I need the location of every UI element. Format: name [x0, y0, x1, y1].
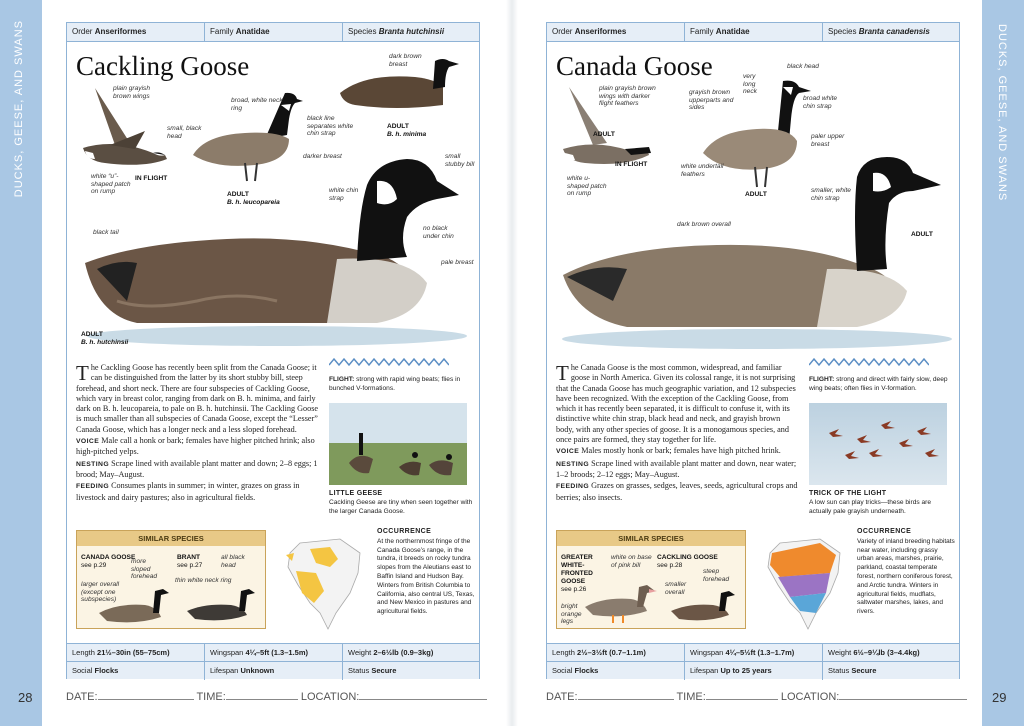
- location-label: LOCATION:: [780, 691, 840, 703]
- species-title: Cackling Goose: [76, 51, 250, 81]
- order-label: Order: [72, 27, 93, 36]
- annotation-undertail: white undertail feathers: [681, 163, 724, 178]
- similar-brant-icon: [185, 587, 263, 627]
- weight-label: Weight: [828, 648, 852, 657]
- similar-a-note: larger overall (except one subspecies): [81, 581, 120, 604]
- flock-photo: [809, 403, 947, 485]
- adult-text: ADULT: [227, 191, 249, 198]
- flight-heading: FLIGHT:: [809, 376, 835, 383]
- annotation-rump-patch: white u-shaped patch on rump: [567, 175, 607, 198]
- similar-heading: SIMILAR SPECIES: [557, 531, 745, 546]
- similar-goose-icon: [97, 587, 175, 627]
- similar-species-box: [556, 530, 746, 629]
- page-ref: see p.29: [81, 561, 107, 569]
- similar-a-note: bright orange legs: [561, 603, 582, 626]
- stats-table: [547, 643, 959, 679]
- description-text: [556, 363, 799, 504]
- stats-table: [67, 643, 479, 679]
- feeding-text: Consumes plants in summer; in winter, grazes on grass in livestock and dairy pastures; also in agricultural fields.: [76, 481, 300, 502]
- status-value: Secure: [851, 666, 877, 675]
- annotation-wings: plain grayish brown wings: [113, 85, 151, 100]
- annotation-black-line: black line separates white chin strap: [307, 115, 354, 138]
- annotation-no-black: no black under chin: [423, 225, 454, 240]
- taxonomy-bar: [547, 23, 959, 42]
- voice-heading: VOICE: [76, 438, 100, 446]
- label-in-flight: IN FLIGHT: [615, 161, 648, 168]
- feeding-heading: FEEDING: [76, 483, 110, 491]
- similar-a-note: more sloped forehead: [131, 558, 158, 581]
- annotation-black-tail: black tail: [93, 229, 119, 236]
- annotation-darker-breast: darker breast: [303, 153, 342, 160]
- annotation-wings: plain grayish brown wings with darker flight feathers: [599, 85, 656, 108]
- annotation-long-neck: very long neck: [743, 73, 757, 96]
- occurrence-title: OCCURRENCE: [377, 528, 432, 535]
- label-in-flight: IN FLIGHT: [135, 175, 168, 182]
- time-label: TIME:: [196, 691, 226, 703]
- drop-cap: T: [76, 361, 89, 385]
- label-adult: ADULT: [593, 131, 615, 138]
- annotation-chin-strap: broad white chin strap: [803, 95, 838, 110]
- nesting-heading: NESTING: [76, 460, 110, 468]
- flight-heading: FLIGHT:: [329, 376, 355, 383]
- intro-paragraph: [556, 363, 799, 445]
- time-field[interactable]: [706, 690, 778, 700]
- status-label: Status: [348, 666, 370, 675]
- occurrence-text: At the northernmost fringe of the Canada Goose’s range, in the tundra, it breeds on rocky tundra slopes from the Aleutians east to Baffin Island and Hudson Bay. Winters from British Columbia to California, also central US, Texas, and New Mexico in pastures and agricultural fields.: [377, 537, 475, 616]
- subspecies-text: B. h. hutchinsii: [81, 338, 129, 346]
- weight-label: Weight: [348, 648, 372, 657]
- location-label: LOCATION:: [300, 691, 360, 703]
- label-adult: [227, 191, 280, 207]
- annotation-chin-strap: white chin strap: [329, 187, 359, 202]
- length-label: Length: [552, 648, 575, 657]
- range-map: [760, 533, 848, 631]
- wave-divider: [809, 357, 929, 367]
- page-ref: see p.28: [657, 561, 683, 569]
- location-field[interactable]: [839, 690, 967, 700]
- similar-b-name: [177, 554, 202, 570]
- family-value: Anatidae: [715, 27, 750, 36]
- photo-caption: [809, 489, 953, 516]
- species-card-canada: [546, 22, 960, 679]
- range-map: [280, 533, 368, 631]
- adult-text: ADULT: [81, 331, 103, 338]
- photo-flying-geese: [809, 403, 947, 485]
- side-tab-right: [982, 0, 1024, 726]
- time-label: TIME:: [676, 691, 706, 703]
- species-title: Canada Goose: [556, 51, 713, 81]
- page-number: 28: [18, 690, 33, 705]
- gutter: [506, 0, 518, 726]
- wave-divider: [329, 357, 449, 367]
- annotation-upperparts: grayish brown upperparts and sides: [689, 89, 734, 112]
- nesting-text: Scrape lined with available plant matter and down, near water; 1–2 broods; 2–12 eggs; May–August.: [556, 458, 797, 479]
- name-text: CANADA GOOSE: [81, 554, 136, 561]
- date-field[interactable]: [578, 690, 674, 700]
- adult-text: ADULT: [387, 123, 409, 130]
- main-goose-illustration: [557, 151, 957, 351]
- similar-heading: SIMILAR SPECIES: [77, 531, 265, 546]
- page-ref: see p.27: [177, 561, 203, 569]
- wingspan-value: 4¼–5ft (1.3–1.5m): [245, 648, 308, 657]
- similar-b-note: steep forehead: [703, 568, 730, 583]
- description-text: [76, 363, 319, 504]
- order-value: Anseriformes: [574, 27, 627, 36]
- section-label: DUCKS, GEESE, AND SWANS: [13, 20, 25, 198]
- date-label: DATE:: [66, 691, 98, 703]
- caption-title: TRICK OF THE LIGHT: [809, 490, 887, 497]
- label-adult: ADULT: [911, 231, 933, 238]
- annotation-black-head: black head: [787, 63, 819, 70]
- date-label: DATE:: [546, 691, 578, 703]
- photo-little-geese: [329, 403, 467, 485]
- wingspan-label: Wingspan: [210, 648, 244, 657]
- geese-photo: [329, 403, 467, 485]
- annotation-dark-overall: dark brown overall: [677, 221, 731, 228]
- voice-text: Male call a honk or bark; females have higher pitched hrink; also high-pitched yelps.: [76, 436, 315, 457]
- occurrence-title: OCCURRENCE: [857, 528, 912, 535]
- taxonomy-bar: [67, 23, 479, 42]
- family-label: Family: [210, 27, 234, 36]
- wingspan-label: Wingspan: [690, 648, 724, 657]
- occurrence: [857, 528, 955, 617]
- lifespan-label: Lifespan: [690, 666, 719, 675]
- social-value: Flocks: [574, 666, 599, 675]
- occurrence: [377, 528, 475, 617]
- label-adult: ADULT: [745, 191, 767, 198]
- page-ref: see p.26: [561, 585, 587, 593]
- subspecies-text: B. h. leucopareia: [227, 198, 280, 206]
- flight-text: strong with rapid wing beats; flies in bunched V-formations.: [329, 376, 461, 392]
- intro-text: he Canada Goose is the most common, widespread, and familiar goose in North America. Given its colossal range, it is not surprising that the Canada Goose has much geographic variation, and 12 subspecies have been recognized. With the exception of the Cackling Goose, from which it has recently been separated, it is difficult to confuse it, with its distinctive white chin strap, black head and neck, and grayish brown body, with any other species of goose. It is a monogamous species, and once pairs are formed, they stay together for life.: [556, 363, 796, 445]
- feeding-text: Grazes on grasses, sedges, leaves, seeds, agricultural crops and berries; also insects.: [556, 481, 798, 502]
- similar-b-note: smaller overall: [665, 581, 687, 596]
- lifespan-label: Lifespan: [210, 666, 239, 675]
- date-field[interactable]: [98, 690, 194, 700]
- species-label: Species: [348, 27, 377, 36]
- label-adult: [81, 331, 128, 347]
- subspecies-text: B. h. minima: [387, 130, 427, 138]
- field-notes-footer: [66, 690, 487, 703]
- family-label: Family: [690, 27, 714, 36]
- annotation-ring: broad, white neck ring: [231, 97, 283, 112]
- weight-value: 6½–9¼lb (3–4.4kg): [853, 648, 920, 657]
- species-card-cackling: [66, 22, 480, 679]
- name-text: BRANT: [177, 554, 201, 561]
- intro-paragraph: [76, 363, 319, 435]
- lifespan-value: Unknown: [240, 666, 275, 675]
- weight-value: 2–6½lb (0.9–3kg): [373, 648, 434, 657]
- similar-cackling-icon: [669, 589, 743, 627]
- species-value: Branta hutchinsii: [378, 27, 445, 36]
- feeding-heading: FEEDING: [556, 483, 590, 491]
- section-label: DUCKS, GEESE, AND SWANS: [996, 24, 1008, 202]
- annotation-rump-patch: white “u”-shaped patch on rump: [91, 173, 131, 196]
- length-value: 21½–30in (55–75cm): [97, 648, 170, 657]
- name-text: CACKLING GOOSE: [657, 554, 718, 561]
- species-value: Branta canadensis: [858, 27, 930, 36]
- similar-a-note: white on base of pink bill: [611, 554, 652, 569]
- caption-title: LITTLE GEESE: [329, 490, 383, 497]
- nesting-heading: NESTING: [556, 460, 590, 468]
- label-adult: [387, 123, 426, 139]
- order-value: Anseriformes: [94, 27, 147, 36]
- order-label: Order: [552, 27, 573, 36]
- annotation-pale-breast: pale breast: [441, 259, 474, 266]
- similar-a-name: [81, 554, 135, 570]
- location-field[interactable]: [359, 690, 487, 700]
- annotation-small-head: small, black head: [167, 125, 202, 140]
- flight-note: [809, 375, 953, 393]
- nesting-text: Scrape lined with available plant matter and down; 2–8 eggs; 1 brood; May–August.: [76, 458, 318, 479]
- status-label: Status: [828, 666, 850, 675]
- annotation-upper-breast: paler upper breast: [811, 133, 845, 148]
- annotation-stubby-bill: small stubby bill: [445, 153, 475, 168]
- flight-note: [329, 375, 473, 393]
- side-tab-left: [0, 0, 42, 726]
- species-label: Species: [828, 27, 857, 36]
- similar-whitefront-icon: [583, 581, 661, 625]
- social-value: Flocks: [94, 666, 119, 675]
- similar-species-box: [76, 530, 266, 629]
- caption-text: A low sun can play tricks—these birds are actually pale grayish underneath.: [809, 499, 932, 515]
- name-text: GREATER WHITE-FRONTED GOOSE: [561, 554, 593, 585]
- voice-text: Males mostly honk or bark; females have high pitched hrink.: [581, 446, 781, 456]
- caption-text: Cackling Geese are tiny when seen together with the larger Canada Goose.: [329, 499, 473, 515]
- page-number: 29: [992, 690, 1007, 705]
- drop-cap: T: [556, 361, 569, 385]
- family-value: Anatidae: [235, 27, 270, 36]
- lifespan-value: Up to 25 years: [720, 666, 772, 675]
- length-value: 2½–3½ft (0.7–1.1m): [577, 648, 646, 657]
- time-field[interactable]: [226, 690, 298, 700]
- social-label: Social: [72, 666, 93, 675]
- wingspan-value: 4¼–5½ft (1.3–1.7m): [725, 648, 795, 657]
- social-label: Social: [552, 666, 573, 675]
- length-label: Length: [72, 648, 95, 657]
- similar-b-note: thin white neck ring: [175, 577, 232, 584]
- field-notes-footer: [546, 690, 967, 703]
- status-value: Secure: [371, 666, 397, 675]
- flight-text: strong and direct with fairly slow, deep wing beats; often flies in V-formation.: [809, 376, 948, 392]
- photo-caption: [329, 489, 473, 516]
- similar-b-note: all black head: [221, 554, 245, 569]
- intro-text: he Cackling Goose has recently been split from the Canada Goose; it can be distinguished from the latter by its short stubby bill, steep forehead, and short neck. There are four subspecies of Cackling Goose, which vary in breast color, ranging from dark on B. h. minima, and fairly dark on B. h. leucopareia, to pale on B. h. hutchinsii. The Cackling Goose is much smaller than all subspecies of Canada Goose, except the “Lesser” Canada Goose, which has a longer neck and a less sloped forehead.: [76, 363, 319, 434]
- occurrence-text: Variety of inland breeding habitats near water, including grassy urban areas, marshes, prairie, parkland, coastal temperate forest, northern coniferous forest, and Arctic tundra. Winters in agricultural fields, mudflats, saltwater marshes, lakes, and rivers.: [857, 537, 955, 616]
- annotation-dark-breast: dark brown breast: [389, 53, 422, 68]
- voice-heading: VOICE: [556, 448, 580, 456]
- annotation-smaller-chin: smaller, white chin strap: [811, 187, 851, 202]
